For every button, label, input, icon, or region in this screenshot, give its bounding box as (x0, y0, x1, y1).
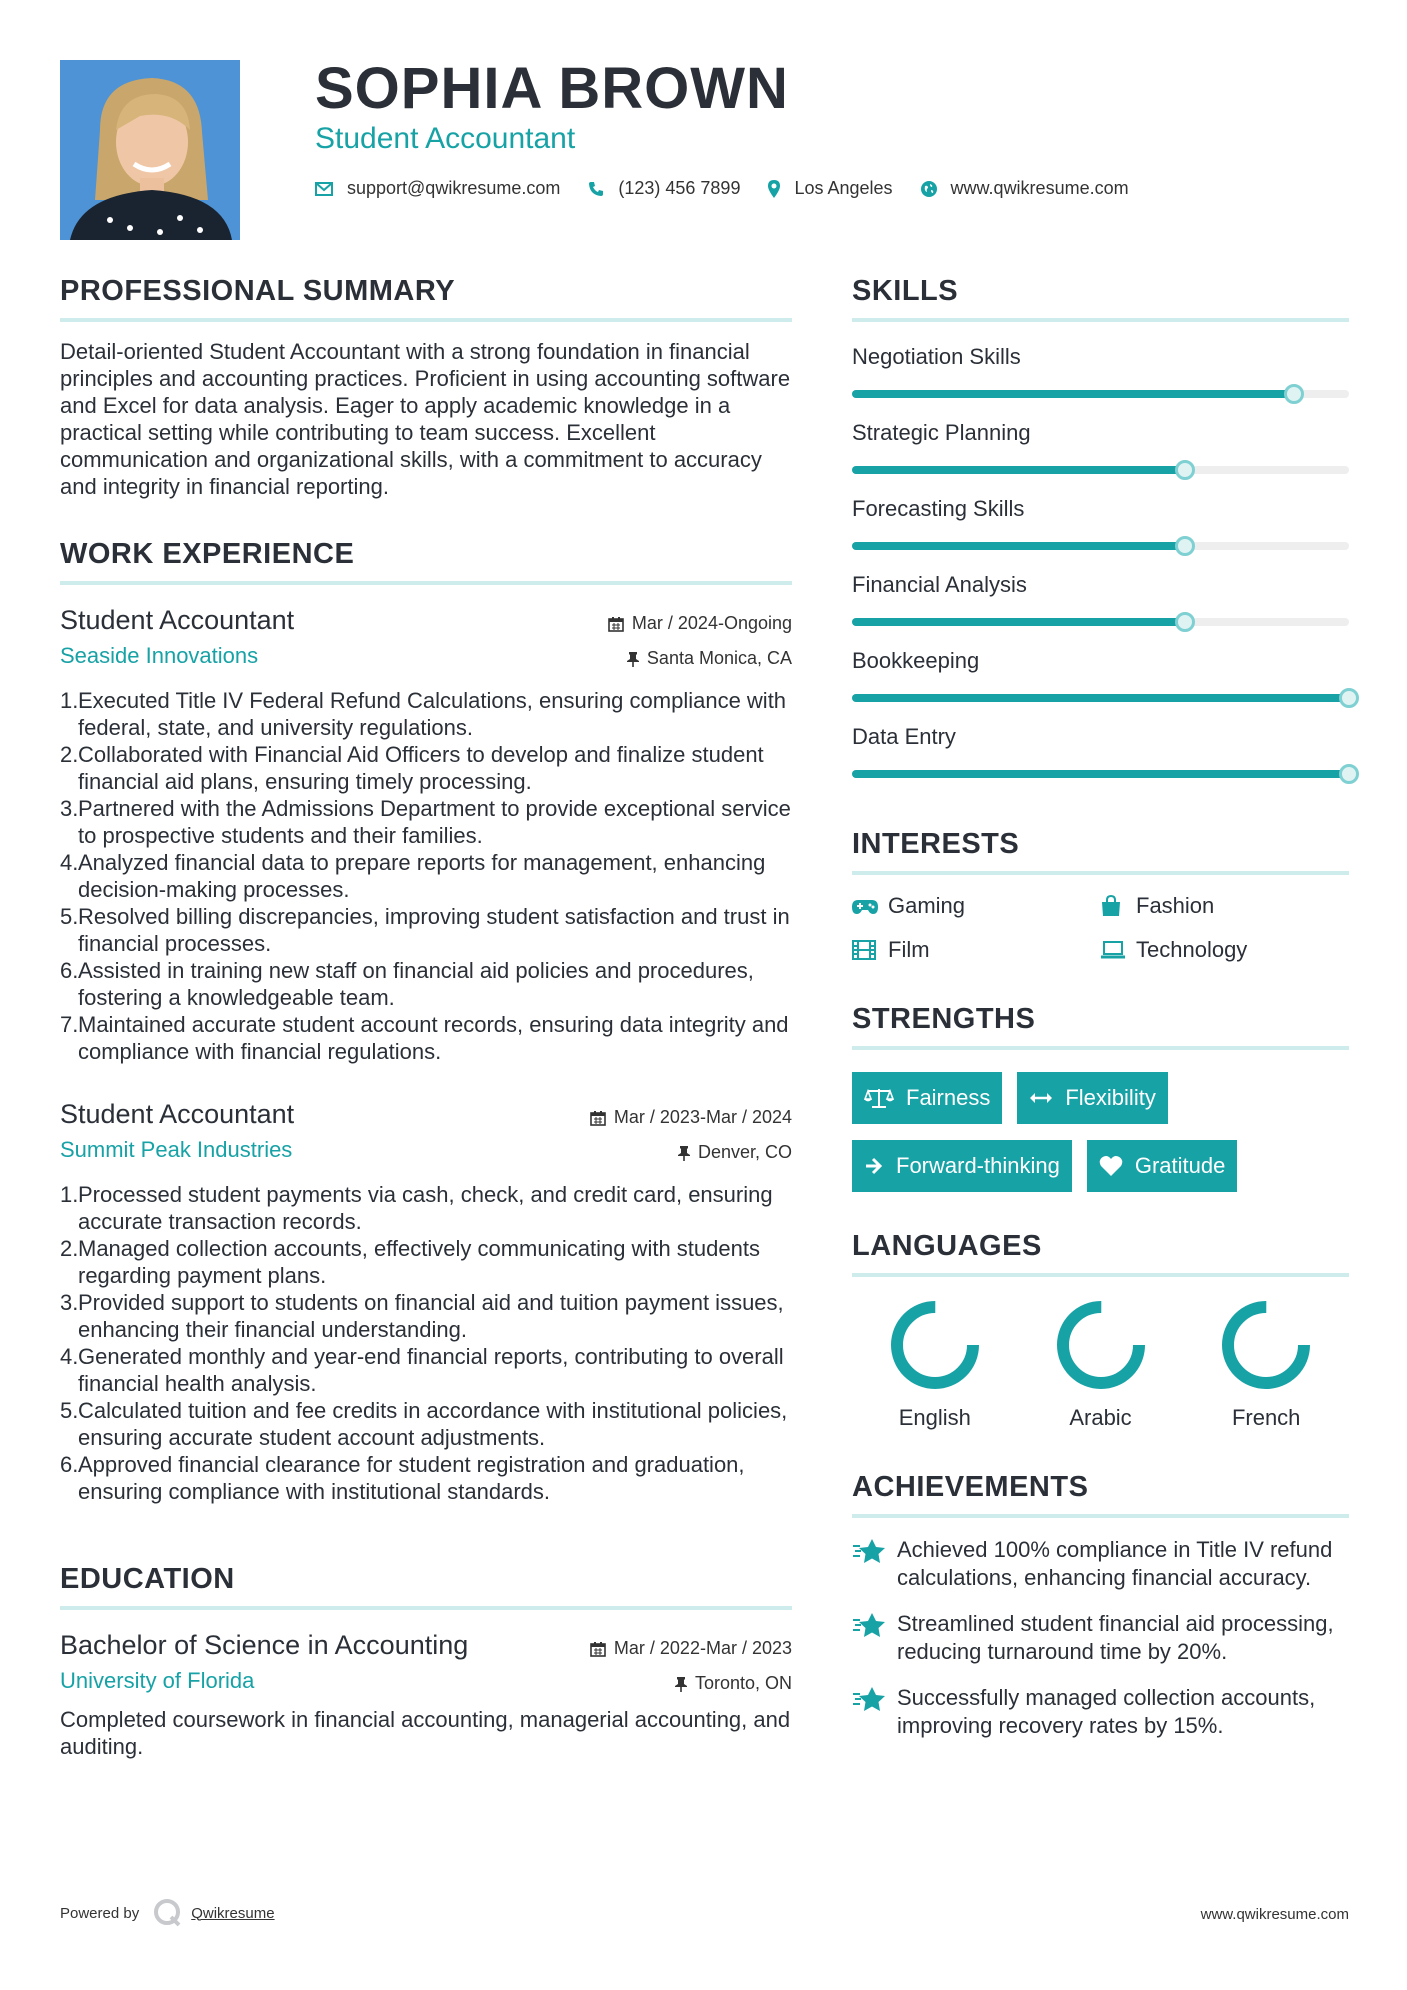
education-location-text: Toronto, ON (694, 1673, 792, 1693)
skill-bar (852, 618, 1349, 626)
strength-badge (1017, 1072, 1167, 1124)
language-label: French (1231, 1405, 1301, 1430)
footer-powered-by (60, 1898, 275, 1928)
job-entry (60, 605, 792, 1065)
skill-label: Financial Analysis (852, 572, 1027, 597)
skill-bar (852, 694, 1349, 702)
pushpin-icon (627, 651, 639, 667)
interest-label: Film (888, 937, 930, 962)
job-location-text: Denver, CO (697, 1142, 792, 1162)
strength-badge (852, 1072, 1002, 1124)
contact-website-text: www.qwikresume.com (950, 178, 1129, 198)
skill-label: Data Entry (852, 724, 956, 749)
job-bullet: Maintained accurate student account records, ensuring data integrity and compliance with financial regulations. (78, 1012, 789, 1064)
left-column (60, 275, 792, 1760)
education-heading: EDUCATION (60, 1563, 792, 1610)
skill-bar (852, 390, 1349, 398)
strength-label: Forward-thinking (896, 1153, 1060, 1178)
strength-label: Gratitude (1134, 1153, 1226, 1178)
star-icon (852, 1610, 897, 1666)
summary-heading: PROFESSIONAL SUMMARY (60, 275, 792, 322)
interest-item (1100, 893, 1348, 919)
job-bullet: Managed collection accounts, effectively communicating with students regarding payment plans. (78, 1236, 760, 1288)
interests-heading: INTERESTS (852, 828, 1349, 875)
skill-bar-knob (1284, 384, 1304, 404)
profile-photo (60, 60, 240, 240)
skill-bar-fill (852, 390, 1294, 398)
language-item (1018, 1299, 1184, 1431)
brand-link[interactable]: Qwikresume (191, 1904, 275, 1922)
contact-website[interactable] (921, 178, 1129, 199)
strengths-heading: STRENGTHS (852, 1003, 1349, 1050)
education-entry (60, 1630, 792, 1760)
skill-label: Forecasting Skills (852, 496, 1025, 521)
map-pin-icon (768, 180, 780, 198)
contact-email[interactable] (315, 178, 560, 199)
job-bullet: Approved financial clearance for student registration and graduation, ensuring compliance with institutional standards. (78, 1452, 745, 1504)
pushpin-icon (675, 1676, 687, 1692)
balance-scale-icon (864, 1087, 894, 1109)
skill-label: Negotiation Skills (852, 344, 1021, 369)
heart-icon (1099, 1155, 1123, 1177)
calendar-icon (590, 1110, 606, 1126)
degree-title: Bachelor of Science in Accounting (60, 1630, 469, 1660)
language-ring (1055, 1299, 1147, 1391)
right-column (852, 275, 1349, 1740)
skill-bar-fill (852, 542, 1185, 550)
experience-heading: WORK EXPERIENCE (60, 538, 792, 585)
skills-list (852, 344, 1349, 778)
skill-bar-knob (1175, 536, 1195, 556)
job-date (608, 613, 792, 634)
interests-list (852, 893, 1349, 963)
skill-bar (852, 770, 1349, 778)
skill-bar-fill (852, 466, 1185, 474)
language-ring (889, 1299, 981, 1391)
job-title: Student Accountant (60, 605, 295, 635)
education-date-text: Mar / 2022-Mar / 2023 (613, 1638, 792, 1658)
candidate-title: Student Accountant (315, 122, 576, 155)
language-item (1183, 1299, 1349, 1431)
job-title: Student Accountant (60, 1099, 295, 1129)
skill-item (852, 648, 1349, 702)
contact-location-text: Los Angeles (794, 178, 893, 198)
skill-bar-knob (1339, 764, 1359, 784)
strength-badge (852, 1140, 1072, 1192)
achievement-text: Successfully managed collection accounts, improving recovery rates by 15%. (897, 1685, 1316, 1738)
school-name: University of Florida (60, 1668, 255, 1693)
laptop-icon (1100, 941, 1136, 959)
skill-item (852, 496, 1349, 550)
contact-location (768, 178, 892, 199)
education-location (675, 1673, 792, 1694)
contact-phone[interactable] (588, 178, 740, 199)
candidate-name: SOPHIA BROWN (315, 56, 789, 121)
skill-bar-knob (1175, 460, 1195, 480)
interest-label: Gaming (888, 893, 966, 918)
job-bullet: Processed student payments via cash, check, and credit card, ensuring accurate transaction records. (78, 1182, 773, 1234)
interest-label: Fashion (1136, 893, 1215, 918)
job-company: Summit Peak Industries (60, 1137, 293, 1162)
arrow-right-icon (864, 1156, 884, 1176)
job-company: Seaside Innovations (60, 643, 259, 668)
powered-by-text: Powered by (60, 1904, 140, 1922)
achievement-text: Achieved 100% compliance in Title IV refund calculations, enhancing financial accuracy. (897, 1537, 1333, 1590)
job-date-text: Mar / 2024-Ongoing (631, 613, 792, 633)
shopping-bag-icon (1100, 895, 1136, 917)
interest-item (1100, 937, 1348, 963)
job-bullet: Calculated tuition and fee credits in accordance with institutional policies, ensuring accurate student account adjustments. (78, 1398, 788, 1450)
skill-bar (852, 542, 1349, 550)
language-label: English (898, 1405, 971, 1430)
skill-label: Strategic Planning (852, 420, 1031, 445)
languages-list (852, 1299, 1349, 1431)
job-date-text: Mar / 2023-Mar / 2024 (613, 1107, 792, 1127)
job-bullet: Executed Title IV Federal Refund Calculations, ensuring compliance with federal, state, and university regulations. (78, 688, 787, 740)
skill-item (852, 420, 1349, 474)
job-bullet: Generated monthly and year-end financial reports, contributing to overall financial health analysis. (78, 1344, 784, 1396)
skill-bar-fill (852, 694, 1349, 702)
skill-item (852, 724, 1349, 778)
languages-heading: LANGUAGES (852, 1230, 1349, 1277)
job-bullet: Assisted in training new staff on financial aid policies and procedures, fostering a knowledgeable team. (78, 958, 754, 1010)
interest-item (852, 893, 1100, 919)
skill-bar (852, 466, 1349, 474)
star-icon (852, 1536, 897, 1592)
achievements-list (852, 1536, 1349, 1740)
job-bullets (60, 1181, 792, 1505)
calendar-icon (608, 616, 624, 632)
skill-bar-fill (852, 618, 1185, 626)
skill-bar-knob (1175, 612, 1195, 632)
film-icon (852, 940, 888, 960)
skills-heading: SKILLS (852, 275, 1349, 322)
job-location-text: Santa Monica, CA (646, 648, 792, 668)
summary-text: Detail-oriented Student Accountant with a strong foundation in financial principles and accounting practices. Proficient in using accounting software and Excel for data analysis. Eager to apply academic knowledge in a practical setting while contributing to team success. Excellent communication and organizational skills, with a commitment to accuracy and integrity in financial reporting. (60, 339, 791, 499)
education-description: Completed coursework in financial accounting, managerial accounting, and auditing. (60, 1707, 791, 1759)
job-bullet: Partnered with the Admissions Department to provide exceptional service to prospective students and their families. (78, 796, 791, 848)
star-icon (852, 1684, 897, 1740)
education-date (590, 1638, 792, 1659)
achievement-item (852, 1684, 1349, 1740)
achievement-item (852, 1610, 1349, 1666)
phone-icon (588, 181, 604, 197)
strengths-list (852, 1072, 1349, 1192)
pushpin-icon (678, 1145, 690, 1161)
job-date (590, 1107, 792, 1128)
contact-email-text: support@qwikresume.com (347, 178, 561, 198)
job-bullet: Provided support to students on financial aid and tuition payment issues, enhancing their financial understanding. (78, 1290, 784, 1342)
job-location (678, 1142, 792, 1163)
gamepad-icon (852, 898, 888, 914)
language-ring (1220, 1299, 1312, 1391)
job-bullet: Resolved billing discrepancies, improving student satisfaction and trust in financial processes. (78, 904, 790, 956)
arrows-horizontal-icon (1029, 1091, 1053, 1105)
skill-bar-knob (1339, 688, 1359, 708)
job-entry (60, 1099, 792, 1505)
job-bullet: Analyzed financial data to prepare reports for management, enhancing decision-making processes. (78, 850, 766, 902)
skill-label: Bookkeeping (852, 648, 980, 673)
language-item (852, 1299, 1018, 1431)
globe-icon (921, 181, 937, 197)
envelope-icon (315, 182, 333, 196)
strength-badge (1087, 1140, 1238, 1192)
achievements-heading: ACHIEVEMENTS (852, 1471, 1349, 1518)
job-location (627, 648, 792, 669)
achievement-text: Streamlined student financial aid processing, reducing turnaround time by 20%. (897, 1611, 1334, 1664)
skill-item (852, 344, 1349, 398)
interest-item (852, 937, 1100, 963)
job-bullets (60, 687, 792, 1065)
strength-label: Flexibility (1065, 1085, 1156, 1110)
language-label: Arabic (1069, 1405, 1132, 1430)
job-bullet: Collaborated with Financial Aid Officers to develop and finalize student financial aid plans, ensuring timely processing. (78, 742, 764, 794)
strength-label: Fairness (906, 1085, 991, 1110)
contact-phone-text: (123) 456 7899 (618, 178, 741, 198)
qwikresume-logo-icon (153, 1898, 183, 1928)
skill-item (852, 572, 1349, 626)
skill-bar-fill (852, 770, 1349, 778)
contact-row (315, 178, 1157, 199)
calendar-icon (590, 1641, 606, 1657)
interest-label: Technology (1136, 937, 1248, 962)
footer-website[interactable]: www.qwikresume.com (1200, 1906, 1349, 1923)
achievement-item (852, 1536, 1349, 1592)
